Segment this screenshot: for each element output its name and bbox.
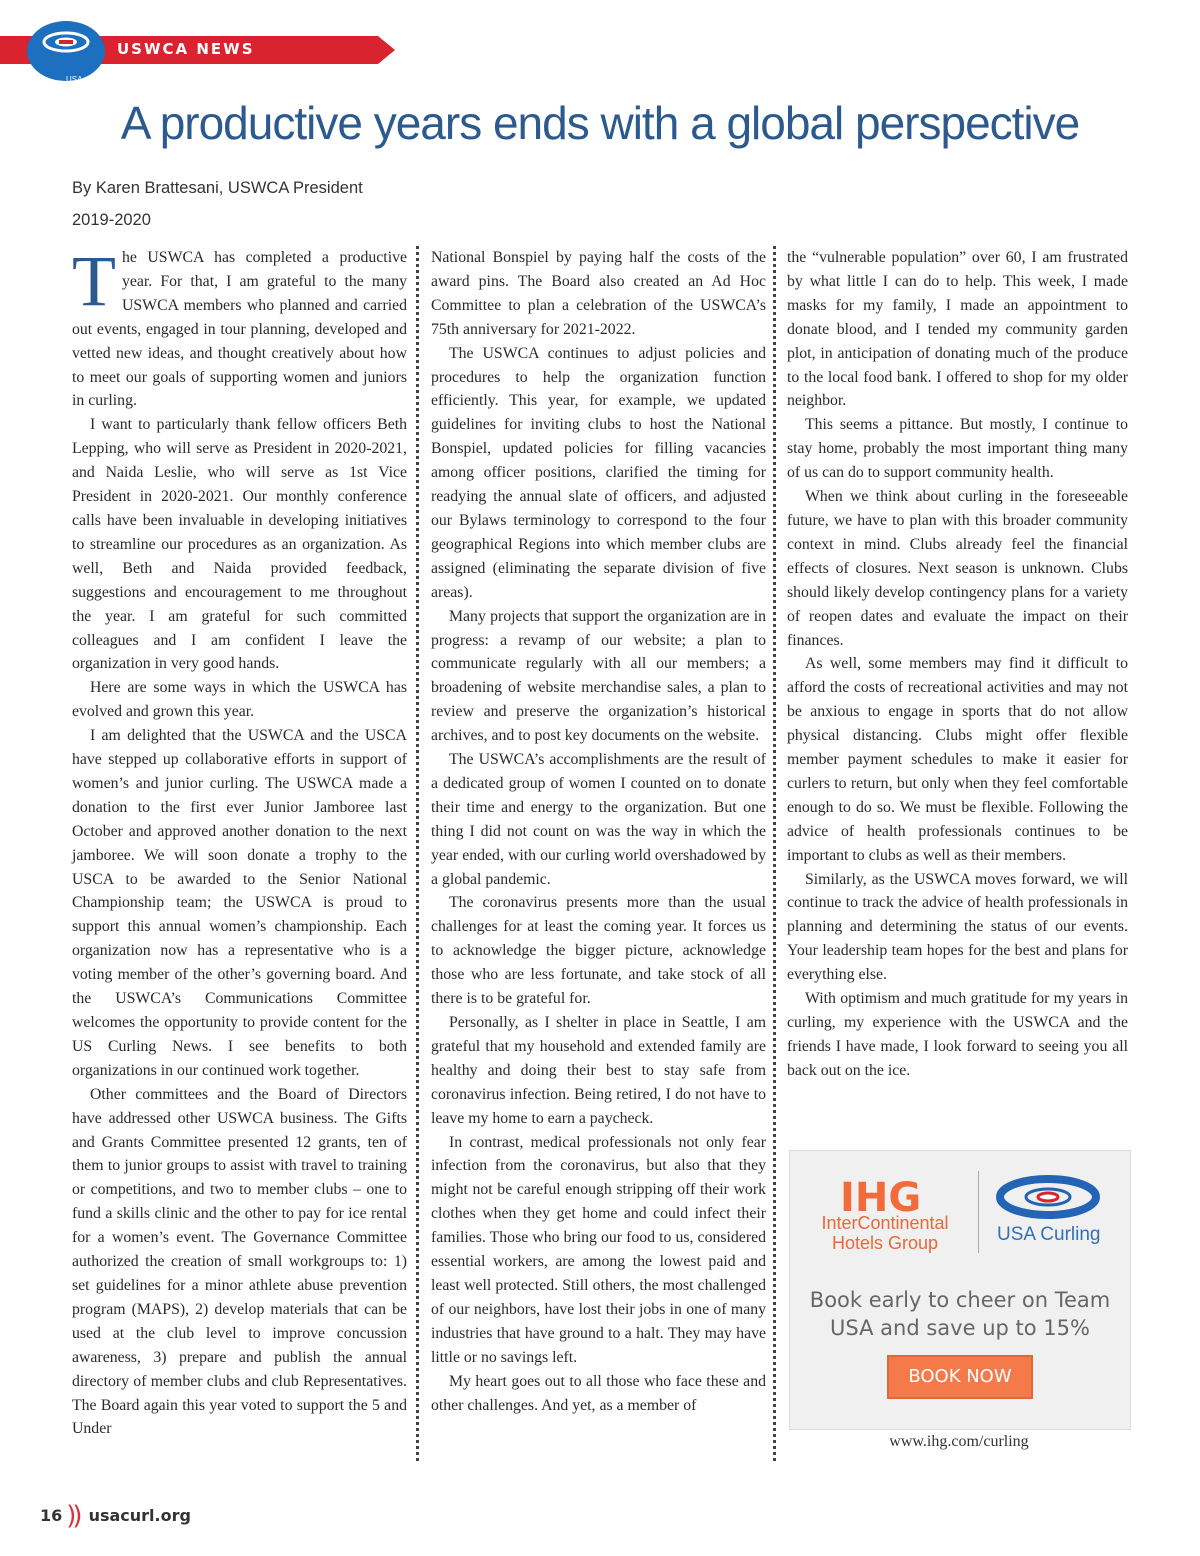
section-label: USWCA NEWS (117, 40, 255, 58)
ad-url-link[interactable]: www.ihg.com/curling (889, 1433, 1029, 1450)
paragraph: This seems a pittance. But mostly, I continue to stay home, probably the most important thing many of us can do to support community health. (787, 416, 1128, 482)
paragraph: Other committees and the Board of Directors have addressed other USWCA business. The Gifts and Grants Committee presented 12 grants, ten of them to junior groups to assist with travel to training or competitions, and two to member clubs – one to fund a skills clinic and the other to pay for ice rental for a women’s event. The Governance Committee authorized the creation of small workgroups to: 1) set guidelines for a minor athlete abuse prevention program (MAPS), 2) develop materials that can be used at the club level to improve concussion awareness, 3) prepare and publish the annual directory of member clubs and club Representatives. The Board again this year voted to support the 5 and Under (72, 1085, 407, 1438)
paragraph: I want to particularly thank fellow officers Beth Lepping, who will serve as President in 2020-2021, and Naida Leslie, who will serve as 1st Vice President in 2020-2021. Our monthly conference calls have been invaluable in developing initiatives to streamline our procedures as an organization. As well, Beth and Naida provided feedback, suggestions and encouragement to me throughout the year. I am grateful for such committed colleagues and I am confident I leave the organization in very good hands. (72, 416, 407, 673)
paragraph: The USWCA continues to adjust policies and procedures to help the organization function efficiently. This year, for example, we updated guidelines for inviting clubs to host the National Bonspiel, updated policies for filling vacancies among officer positions, clarified the timing for readying the annual slate of officers, and adjusted our Bylaws terminology to correspond to the four geographical Regions into which member clubs are assigned (eliminating the separate division of five areas). (431, 344, 766, 601)
byline (72, 172, 363, 236)
logo-text: USA Curling (66, 75, 92, 93)
paragraph: My heart goes out to all those who face these and other challenges. And yet, as a member of (431, 1372, 766, 1414)
paragraph: With optimism and much gratitude for my years in curling, my experience with the USWCA and the friends I have made, I look forward to seeing you all back out on the ice. (787, 990, 1128, 1079)
paragraph: I am delighted that the USWCA and the USCA have stepped up collaborative efforts in support of women’s and junior curling. The USWCA made a donation to the first ever Junior Jamboree last October and approved another donation to the next jamboree. We will soon donate a trophy to the USCA to be awarded to the Senior National Championship team; the USWCA is proud to support this annual women’s championship. Each organization now has a representative who is a voting member of the other’s governing board. And the USWCA’s Communications Committee welcomes the opportunity to provide content for the US Curling News. I see benefits to both organizations in our continued work together. (72, 727, 407, 1079)
ad-divider (978, 1171, 979, 1253)
usa-curling-ad-logo (995, 1175, 1101, 1221)
paragraph: Similarly, as the USWCA moves forward, we will continue to track the advice of health professionals in planning and determining the status of our events. Your leadership team hopes for the best and plans for everything else. (787, 870, 1128, 984)
paragraph: As well, some members may find it difficult to afford the costs of recreational activities and may not be anxious to engage in sports that do not allow physical distancing. Clubs might offer flexible member payment schedules to make it easier for curlers to return, but only when they feel comfortable enough to do so. We must be flexible. Following the advice of health professionals continues to be important to clubs as well as their members. (787, 655, 1128, 864)
footer-site: usacurl.org (88, 1506, 191, 1525)
usa-curling-logo (26, 20, 106, 93)
page-number: 16 (40, 1506, 63, 1525)
book-now-button[interactable]: BOOK NOW (887, 1355, 1033, 1399)
ihg-logo: IHG (840, 1175, 922, 1221)
column-divider (773, 246, 776, 1461)
ihg-logo-subtitle: InterContinental Hotels Group (821, 1213, 949, 1253)
article-title: A productive years ends with a global perspective (120, 97, 1080, 149)
article-column-2 (431, 246, 766, 1417)
paragraph: In contrast, medical professionals not only fear infection from the coronavirus, but also that they might not be careful enough stripping off their work clothes when they get home and could infect their families. Those who bring our food to us, considered essential workers, are among the lowest paid and least well protected. Still others, the most challenged of our neighbors, have lost their jobs in one of many industries that have ground to a halt. They may have little or no savings left. (431, 1133, 766, 1366)
ihg-advertisement[interactable] (789, 1150, 1131, 1430)
footer-decor-icon: )) (66, 1501, 79, 1531)
article-column-3 (787, 246, 1128, 1083)
paragraph: Many projects that support the organization are in progress: a revamp of our website; a plan to communicate regularly with all our members; a broadening of website merchandise sales, a plan to review and preserve the organization’s historical archives, and to post key documents on the website. (431, 607, 766, 745)
paragraph: The USWCA’s accomplishments are the result of a dedicated group of women I counted on to donate their time and energy to the organization. But one thing I did not count on was the way in which the year ended, with our curling world overshadowed by a global pandemic. (431, 751, 766, 888)
paragraph: Here are some ways in which the USWCA has evolved and grown this year. (72, 679, 407, 721)
dropcap: T (72, 241, 116, 321)
article-column-1 (72, 241, 407, 1441)
paragraph: he USWCA has completed a productive year. For that, I am grateful to the many USWCA members who planned and carried out events, engaged in tour planning, developed and vetted new ideas, and thought creatively about how to meet our goals of supporting women and juniors in curling. (72, 249, 407, 410)
paragraph: National Bonspiel by paying half the costs of the award pins. The Board also created an Ad Hoc Committee to plan a celebration of the USWCA’s 75th anniversary for 2021-2022. (431, 249, 766, 338)
byline-author: By Karen Brattesani, USWCA President (72, 179, 363, 197)
column-divider (416, 246, 419, 1461)
paragraph: Personally, as I shelter in place in Seattle, I am grateful that my household and extended family are healthy and doing their best to stay safe from coronavirus infection. Being retired, I do not have to leave my home to earn a paycheck. (431, 1014, 766, 1127)
paragraph: When we think about curling in the foreseeable future, we have to plan with this broader community context in mind. Clubs already feel the financial effects of closures. Next season is unknown. Clubs should likely develop contingency plans for a variety of reopen dates and evaluate the impact on their finances. (787, 488, 1128, 649)
page-footer (40, 1501, 191, 1531)
paragraph: The coronavirus presents more than the usual challenges for at least the coming year. It forces us to acknowledge the bigger picture, acknowledge those who are less fortunate, and take stock of all there is to be grateful for. (431, 894, 766, 1008)
usa-curling-ad-text: USA Curling (997, 1224, 1101, 1245)
paragraph: the “vulnerable population” over 60, I am frustrated by what little I can do to help. This week, I made masks for my family, I made an appointment to donate blood, and I tended my community garden plot, in anticipation of donating much of the produce to the local food bank. I offered to shop for my older neighbor. (787, 249, 1128, 410)
ad-tagline: Book early to cheer on Team USA and save up to 15% (809, 1288, 1111, 1340)
byline-years: 2019-2020 (72, 211, 151, 229)
